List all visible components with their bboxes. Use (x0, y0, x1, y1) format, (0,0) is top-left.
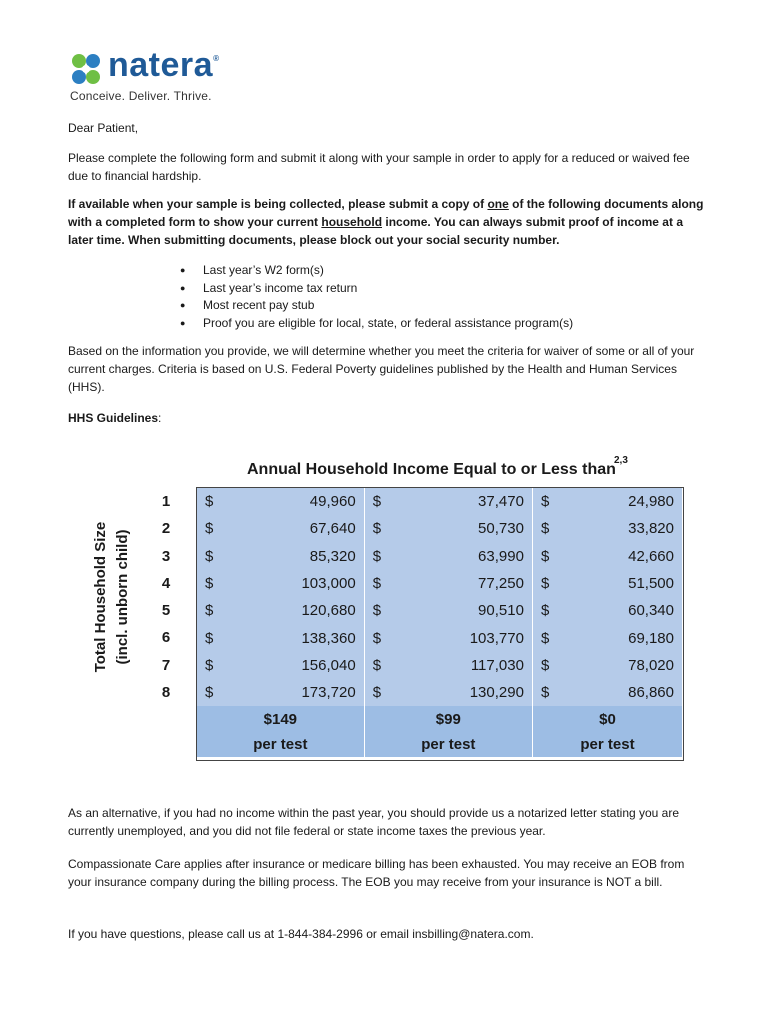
alternative-paragraph: As an alternative, if you had no income within the past year, you should provide us a notarized letter stating you are currently unemployed, and you did not file federal or state income taxes the previous year. (68, 806, 680, 838)
table-title-superscript: 2,3 (614, 455, 628, 466)
income-cell (364, 488, 532, 515)
income-cell (197, 652, 364, 679)
income-cell (532, 597, 682, 624)
criteria-paragraph: Based on the information you provide, we will determine whether you meet the criteria for waiver of some or all of your current charges. Criteria is based on U.S. Federal Poverty guidelines published by the Health and Human Services (HHS). (68, 344, 695, 394)
income-cell (364, 570, 532, 597)
income-value: 103,000 (301, 575, 356, 593)
brand-wordmark: natera® (108, 46, 220, 84)
list-item: ● Last year’s income tax return (180, 280, 573, 298)
natera-logo (68, 46, 268, 108)
income-value: 42,660 (628, 547, 674, 565)
income-cell (364, 515, 532, 542)
income-value: 86,860 (628, 684, 674, 702)
currency-symbol: $ (205, 629, 214, 647)
price-cell (532, 706, 682, 757)
currency-symbol: $ (540, 684, 550, 702)
household-size-numbers (154, 488, 178, 706)
price-unit: per test (421, 735, 476, 753)
income-cell (197, 570, 364, 597)
currency-symbol: $ (205, 493, 214, 511)
table-row (197, 570, 682, 597)
price-unit: per test (253, 735, 308, 753)
row-size: 7 (161, 656, 171, 674)
row-size: 3 (161, 547, 171, 565)
price-unit: per test (580, 735, 635, 753)
table-title: Annual Household Income Equal to or Less than (247, 461, 616, 478)
currency-symbol: $ (540, 602, 550, 620)
income-value: 49,960 (309, 493, 356, 511)
brand-tagline: Conceive. Deliver. Thrive. (70, 89, 212, 103)
price-amount: $99 (435, 710, 461, 728)
currency-symbol: $ (372, 656, 382, 674)
currency-symbol: $ (205, 656, 214, 674)
table-row (197, 679, 682, 706)
income-cell (532, 652, 682, 679)
table-row (197, 543, 682, 570)
income-cell (532, 624, 682, 651)
currency-symbol: $ (372, 575, 382, 593)
documents-list (180, 262, 573, 332)
currency-symbol: $ (372, 629, 382, 647)
row-size: 2 (161, 520, 171, 538)
income-cell (364, 597, 532, 624)
currency-symbol: $ (205, 575, 214, 593)
currency-symbol: $ (540, 575, 550, 593)
income-value: 69,180 (628, 629, 674, 647)
income-cell (364, 543, 532, 570)
currency-symbol: $ (205, 602, 214, 620)
income-cell (532, 515, 682, 542)
greeting: Dear Patient, (68, 121, 139, 135)
intro-paragraph: Please complete the following form and submit it along with your sample in order to apply for a reduced or waived fee due to financial hardship. (68, 151, 690, 183)
price-amount: $0 (599, 710, 616, 728)
currency-symbol: $ (540, 520, 550, 538)
income-cell (364, 679, 532, 706)
row-size: 6 (161, 629, 171, 647)
currency-symbol: $ (372, 493, 382, 511)
row-size: 8 (161, 684, 171, 702)
income-value: 77,250 (478, 575, 524, 593)
hhs-guidelines-heading: HHS Guidelines: (68, 411, 162, 425)
income-value: 60,340 (628, 602, 674, 620)
natera-flower-icon (68, 52, 104, 88)
table-row (197, 515, 682, 542)
income-value: 90,510 (478, 602, 524, 620)
income-value: 173,720 (301, 684, 356, 702)
table-row (197, 652, 682, 679)
income-cell (197, 543, 364, 570)
income-value: 51,500 (628, 575, 674, 593)
income-value: 85,320 (309, 547, 356, 565)
income-cell (364, 624, 532, 651)
compassionate-care-paragraph: Compassionate Care applies after insurance or medicare billing has been exhausted. You may receive an EOB from your insurance company during the billing process. The EOB you may receive from your insurance is NOT a bill. (68, 857, 685, 889)
income-value: 130,290 (469, 684, 524, 702)
table-row (197, 624, 682, 651)
income-cell (197, 515, 364, 542)
currency-symbol: $ (205, 547, 214, 565)
currency-symbol: $ (372, 684, 382, 702)
currency-symbol: $ (540, 547, 550, 565)
price-cell (364, 706, 532, 757)
price-amount: $149 (263, 710, 298, 728)
list-item: ● Proof you are eligible for local, state, or federal assistance program(s) (180, 315, 573, 333)
instructions-paragraph: If available when your sample is being collected, please submit a copy of one of the following documents along with a completed form to show your current household income. You can always submit proof of income at a later time. When submitting documents, please block out your social security number. (68, 197, 704, 247)
income-value: 156,040 (301, 656, 356, 674)
currency-symbol: $ (205, 684, 214, 702)
currency-symbol: $ (540, 493, 550, 511)
table-row (197, 597, 682, 624)
currency-symbol: $ (372, 547, 382, 565)
income-value: 50,730 (478, 520, 524, 538)
income-cell (532, 488, 682, 515)
household-size-label: Total Household Size (incl. unborn child) (92, 521, 131, 673)
income-cell (532, 543, 682, 570)
income-value: 138,360 (301, 629, 356, 647)
table-row (197, 488, 682, 515)
currency-symbol: $ (540, 629, 550, 647)
currency-symbol: $ (540, 656, 550, 674)
price-row (197, 706, 682, 757)
row-size: 1 (161, 493, 171, 510)
income-value: 120,680 (301, 602, 356, 620)
list-item: ● Last year’s W2 form(s) (180, 262, 573, 280)
income-value: 33,820 (628, 520, 674, 538)
income-cell (197, 624, 364, 651)
income-value: 24,980 (628, 493, 674, 511)
currency-symbol: $ (372, 520, 382, 538)
income-cell (532, 679, 682, 706)
income-value: 103,770 (469, 629, 524, 647)
income-cell (197, 679, 364, 706)
row-size: 4 (161, 574, 171, 592)
income-cell (364, 652, 532, 679)
income-value: 37,470 (478, 493, 524, 511)
income-table (197, 488, 682, 757)
income-value: 117,030 (470, 656, 524, 674)
currency-symbol: $ (205, 520, 214, 538)
income-value: 67,640 (309, 520, 356, 538)
income-value: 63,990 (478, 547, 524, 565)
income-cell (532, 570, 682, 597)
income-cell (197, 488, 364, 515)
income-cell (197, 597, 364, 624)
currency-symbol: $ (372, 602, 382, 620)
contact-paragraph: If you have questions, please call us at 1-844-384-2996 or email insbilling@natera.com. (68, 927, 534, 941)
price-cell (197, 706, 364, 757)
income-value: 78,020 (628, 656, 674, 674)
list-item: ● Most recent pay stub (180, 297, 573, 315)
row-size: 5 (161, 602, 171, 620)
